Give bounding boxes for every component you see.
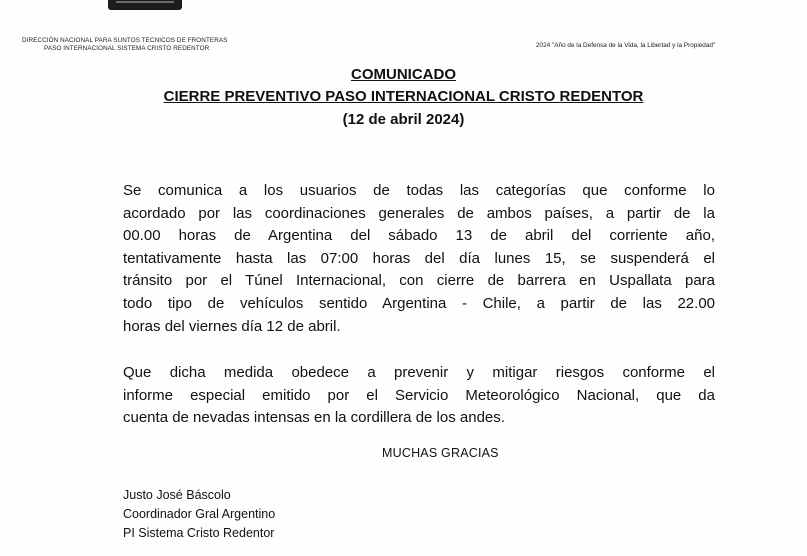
paragraph-line: horas del viernes día 12 de abril. — [123, 317, 341, 335]
body-paragraph-2 — [123, 362, 715, 430]
paragraph-line: cuenta de nevadas intensas en la cordillera de los andes. — [123, 409, 505, 427]
paragraph-line: acordado por las coordinaciones generales de ambos países, a partir de la — [123, 204, 715, 222]
letterhead-motto: 2024 "Año de la Defensa de la Vida, la Libertad y la Propiedad" — [536, 42, 716, 49]
paragraph-line: Que dicha medida obedece a prevenir y mitigar riesgos conforme el — [123, 364, 715, 381]
paragraph-line: tentativamente hasta las 07:00 horas del día lunes 15, se suspenderá el — [123, 249, 715, 267]
paragraph-line: todo tipo de vehículos sentido Argentina - Chile, a partir de las 22.00 — [123, 294, 715, 312]
paragraph-line: tránsito por el Túnel Internacional, con cierre de barrera en Uspallata para — [123, 272, 715, 290]
signatory-organization: PI Sistema Cristo Redentor — [123, 526, 275, 540]
letterhead-left — [22, 37, 227, 53]
paragraph-line: informe especial emitido por el Servicio Meteorológico Nacional, que da — [123, 386, 715, 404]
letterhead-crossing: PASO INTERNACIONAL SISTEMA CRISTO REDENTOR — [44, 45, 210, 52]
body-paragraph-1 — [123, 180, 715, 338]
closing-thanks: MUCHAS GRACIAS — [382, 446, 499, 460]
paragraph-line: Se comunica a los usuarios de todas las categorías que conforme lo — [123, 182, 715, 199]
document-subheading: CIERRE PREVENTIVO PASO INTERNACIONAL CRISTO REDENTOR — [163, 88, 644, 105]
letterhead-agency: DIRECCIÓN NACIONAL PARA SUNTOS TECNICOS DE FRONTERAS — [22, 37, 228, 44]
signatory-name: Justo José Báscolo — [123, 488, 231, 502]
institution-logo — [108, 0, 182, 10]
signatory-role: Coordinador Gral Argentino — [123, 507, 276, 521]
document-date: (12 de abril 2024) — [342, 111, 465, 128]
signature-block — [123, 486, 275, 543]
document-heading: COMUNICADO — [351, 66, 456, 83]
paragraph-line: 00.00 horas de Argentina del sábado 13 de abril del corriente año, — [123, 227, 715, 245]
